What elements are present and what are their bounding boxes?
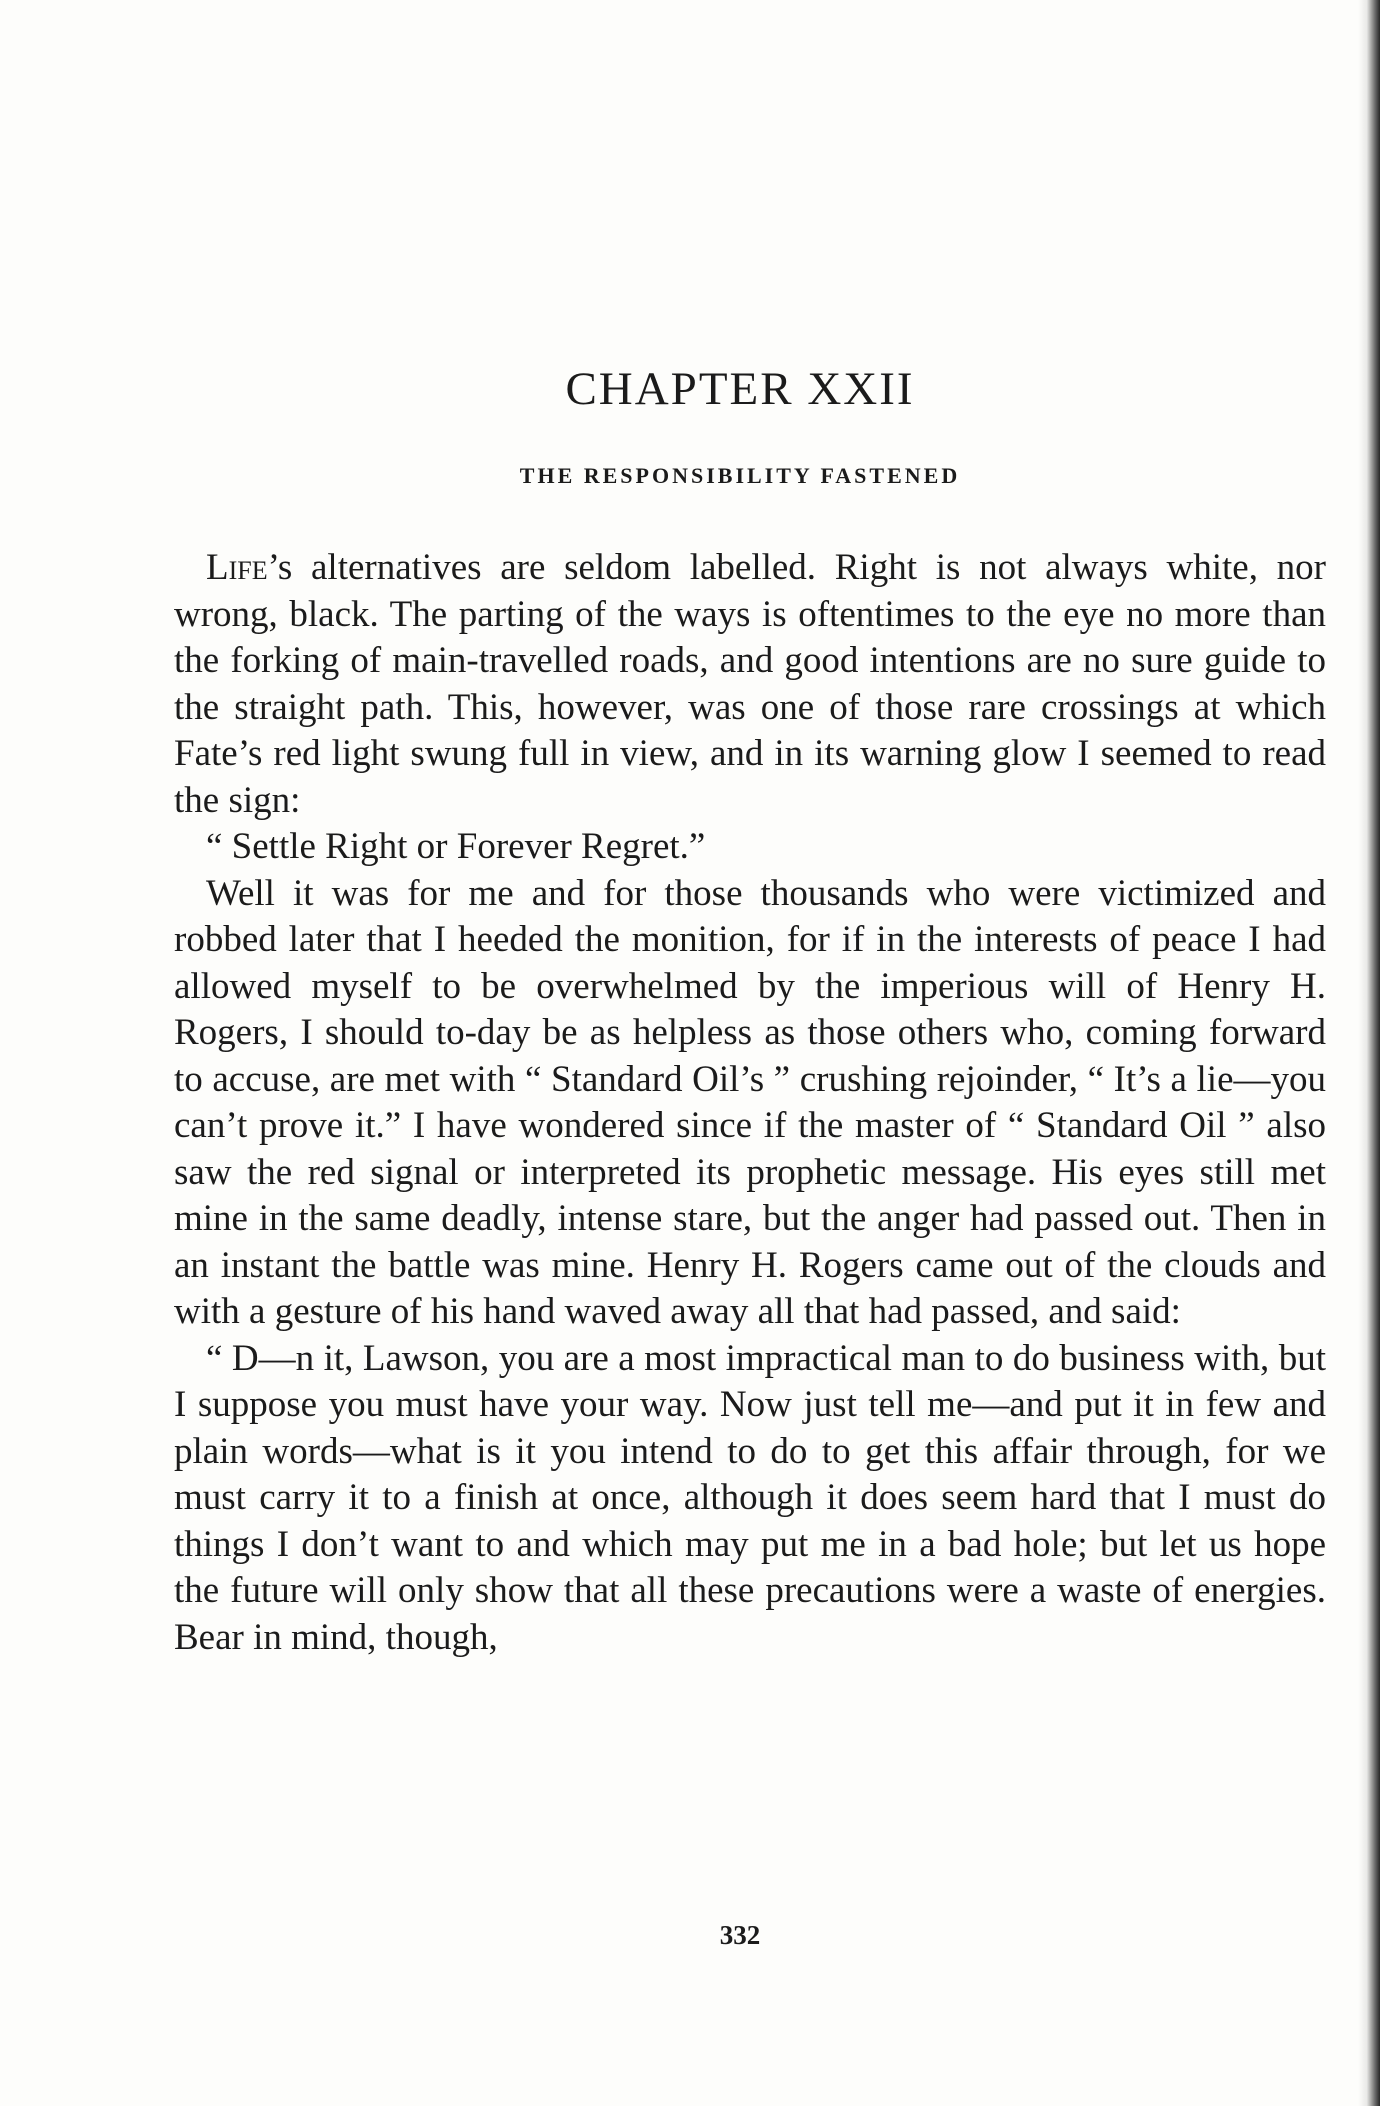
paragraph-1-text: ’s alternatives are seldom labelled. Right is not always white, nor wrong, black. The parting of the ways is oftentimes to the eye no more than the forking of main-travelled roads, and good intentions are no sure guide to the straight path. This, however, was one of those rare crossings at which Fate’s red light swung full in view, and in its warning glow I seemed to read the sign: xyxy=(174,547,1326,821)
chapter-subtitle: THE RESPONSIBILITY FASTENED xyxy=(519,463,961,488)
paragraph-4: “ D—n it, Lawson, you are a most impractical man to do business with, but I suppose you must have your way. Now just tell me—and put it in few and plain words—what is it you intend to do to get this affair through, for we must carry it to a finish at once, although it does seem hard that I must do things I don’t want to and which may put me in a bad hole; but let us hope the future will only show that all these precautions were a waste of energies. Bear in mind, though, xyxy=(174,1337,1326,1658)
paragraph-2: “ Settle Right or Forever Regret.” xyxy=(206,826,706,867)
paragraph-1 xyxy=(174,545,1326,824)
page-number: 332 xyxy=(719,1920,761,1950)
paragraph-3: Well it was for me and for those thousands who were victimized and robbed later that I heeded the monition, for if in the interests of peace I had allowed myself to be overwhelmed by the imperious will of Henry H. Rogers, I should to-day be as helpless as those others who, coming forward to accuse, are met with “ Standard Oil’s ” crushing rejoinder, “ It’s a lie—you can’t prove it.” I have wondered since if the master of “ Standard Oil ” also saw the red signal or interpreted its prophetic message. His eyes still met mine in the same deadly, intense stare, but the anger had passed out. Then in an instant the battle was mine. Henry H. Rogers came out of the clouds and with a gesture of his hand waved away all that had passed, and said: xyxy=(174,872,1326,1332)
drop-word: Life xyxy=(206,547,268,588)
scan-binding-edge xyxy=(1358,0,1380,2106)
chapter-title: CHAPTER XXII xyxy=(565,363,915,415)
body-text xyxy=(174,545,1326,1661)
